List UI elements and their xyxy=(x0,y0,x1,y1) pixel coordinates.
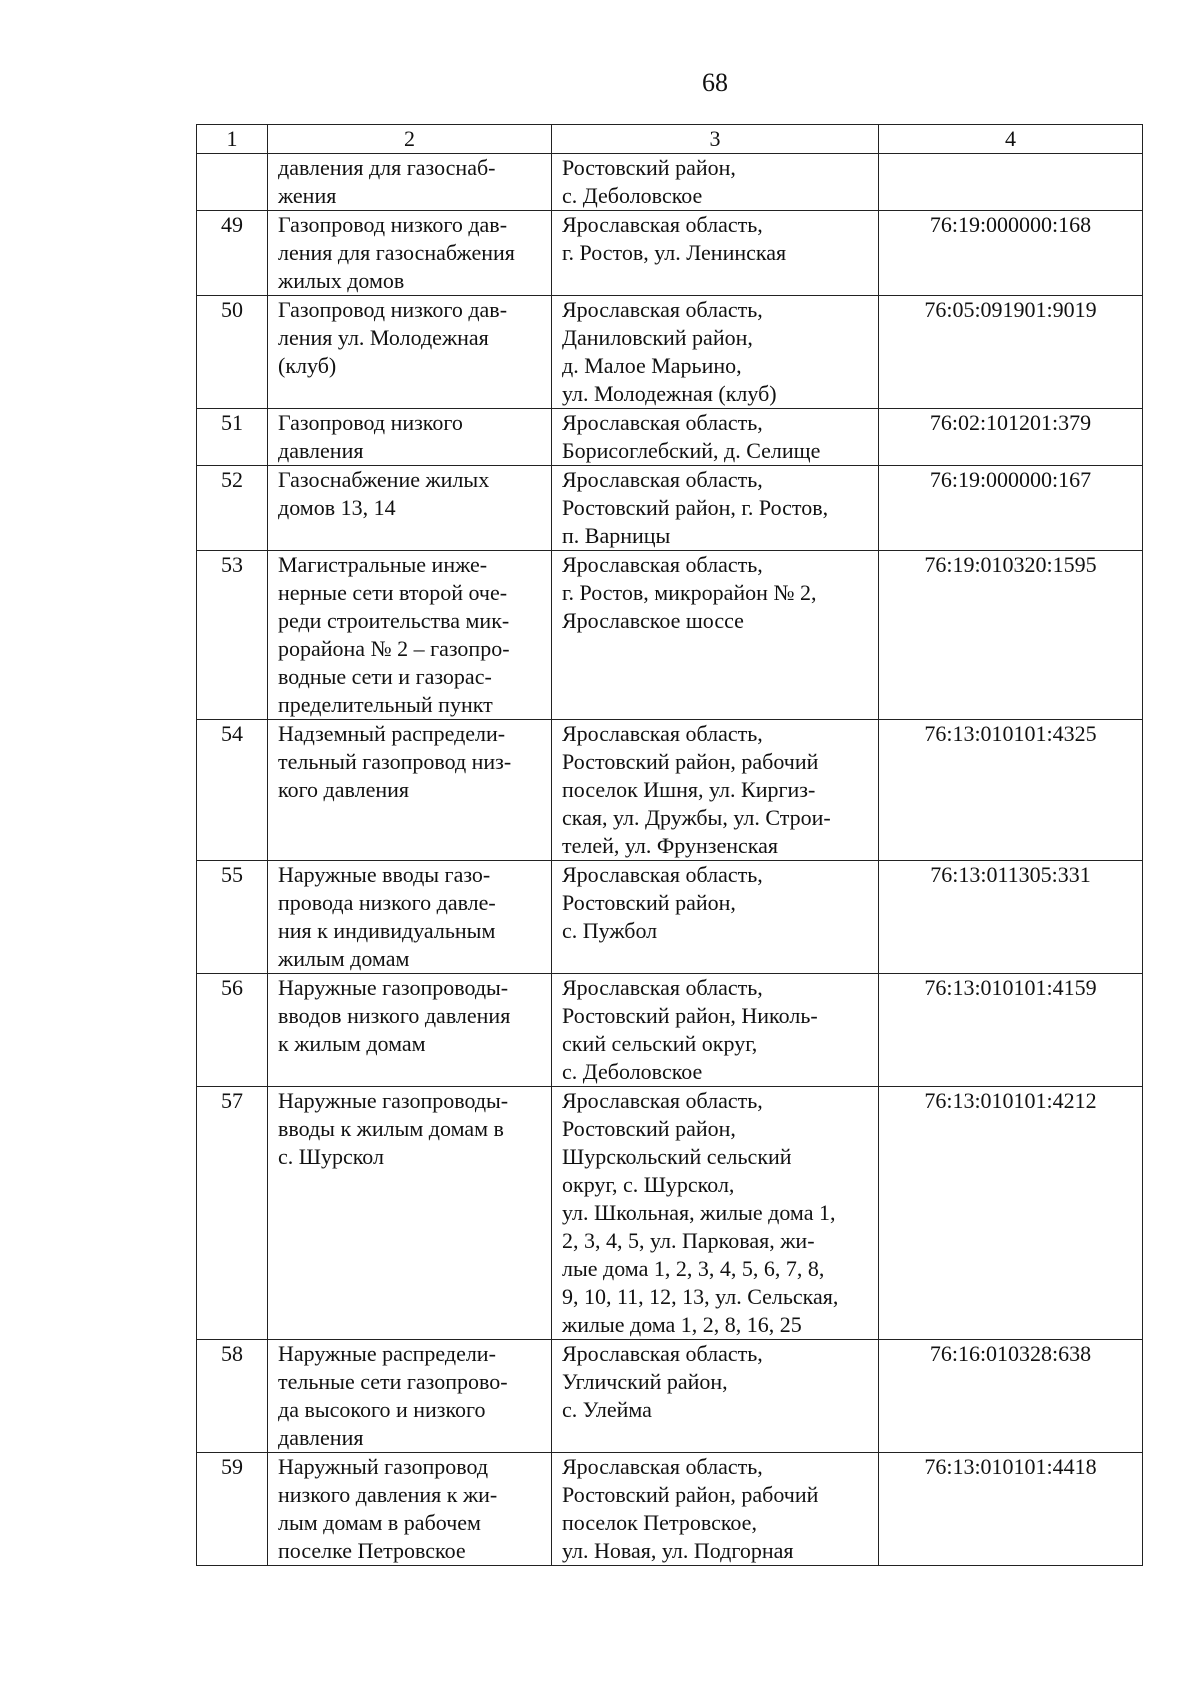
address-cell xyxy=(552,409,879,466)
address-cell xyxy=(552,1087,879,1340)
object-name-line: жилым домам xyxy=(278,946,410,971)
address-line: Даниловский район, xyxy=(562,325,753,350)
row-number-cell: 57 xyxy=(197,1087,268,1340)
object-name-cell xyxy=(268,1087,552,1340)
address-cell xyxy=(552,720,879,861)
object-name-line: рорайона № 2 – газопро- xyxy=(278,636,510,661)
column-header-4: 4 xyxy=(879,125,1143,154)
object-name-line: ления ул. Молодежная xyxy=(278,325,489,350)
address-line: ул. Молодежная (клуб) xyxy=(562,381,777,406)
row-number-cell: 51 xyxy=(197,409,268,466)
address-cell xyxy=(552,551,879,720)
object-name-line: Наружный газопровод xyxy=(278,1454,489,1479)
row-number-cell: 55 xyxy=(197,861,268,974)
address-line: Ярославская область, xyxy=(562,552,763,577)
cadastral-number-cell: 76:19:000000:168 xyxy=(879,211,1143,296)
address-cell xyxy=(552,861,879,974)
object-name-line: (клуб) xyxy=(278,353,337,378)
object-name-line: Газоснабжение жилых xyxy=(278,467,490,492)
table-row xyxy=(197,1453,1143,1566)
object-name-cell xyxy=(268,861,552,974)
address-line: г. Ростов, микрорайон № 2, xyxy=(562,580,817,605)
table-row xyxy=(197,409,1143,466)
address-line: Ростовский район, рабочий xyxy=(562,1482,819,1507)
address-cell xyxy=(552,296,879,409)
address-line: ская, ул. Дружбы, ул. Строи- xyxy=(562,805,831,830)
address-line: Ярославская область, xyxy=(562,862,763,887)
object-name-line: провода низкого давле- xyxy=(278,890,496,915)
object-name-line: лым домам в рабочем xyxy=(278,1510,481,1535)
object-name-line: кого давления xyxy=(278,777,410,802)
object-name-cell xyxy=(268,720,552,861)
column-header-1: 1 xyxy=(197,125,268,154)
object-name-line: Газопровод низкого дав- xyxy=(278,297,508,322)
object-name-line: поселке Петровское xyxy=(278,1538,466,1563)
object-name-line: Наружные газопроводы- xyxy=(278,975,509,1000)
address-line: Ростовский район, г. Ростов, xyxy=(562,495,829,520)
cadastral-number-cell: 76:13:010101:4418 xyxy=(879,1453,1143,1566)
table-row xyxy=(197,211,1143,296)
object-name-line: Наружные газопроводы- xyxy=(278,1088,509,1113)
address-line: Ярославское шоссе xyxy=(562,608,744,633)
object-name-cell xyxy=(268,1453,552,1566)
column-header-2: 2 xyxy=(268,125,552,154)
object-name-cell xyxy=(268,1340,552,1453)
object-name-line: да высокого и низкого xyxy=(278,1397,486,1422)
cadastral-number-cell xyxy=(879,154,1143,211)
address-line: Ярославская область, xyxy=(562,721,763,746)
address-cell xyxy=(552,466,879,551)
address-line: Ярославская область, xyxy=(562,1454,763,1479)
address-line: Ярославская область, xyxy=(562,1088,763,1113)
address-line: Ростовский район, xyxy=(562,155,736,180)
table-row xyxy=(197,296,1143,409)
address-cell xyxy=(552,974,879,1087)
address-line: Ростовский район, xyxy=(562,890,736,915)
address-line: с. Улейма xyxy=(562,1397,652,1422)
cadastral-number-cell: 76:13:011305:331 xyxy=(879,861,1143,974)
address-line: Ростовский район, рабочий xyxy=(562,749,819,774)
address-line: ул. Школьная, жилые дома 1, xyxy=(562,1200,836,1225)
address-line: Ярославская область, xyxy=(562,410,763,435)
address-line: Ярославская область, xyxy=(562,467,763,492)
object-name-cell xyxy=(268,211,552,296)
cadastral-number-cell: 76:13:010101:4212 xyxy=(879,1087,1143,1340)
object-name-cell xyxy=(268,296,552,409)
address-line: округ, с. Шурскол, xyxy=(562,1172,735,1197)
object-name-line: Магистральные инже- xyxy=(278,552,488,577)
cadastral-number-cell: 76:02:101201:379 xyxy=(879,409,1143,466)
object-name-line: домов 13, 14 xyxy=(278,495,396,520)
row-number-cell: 53 xyxy=(197,551,268,720)
cadastral-number-cell: 76:05:091901:9019 xyxy=(879,296,1143,409)
table-row xyxy=(197,720,1143,861)
address-line: ул. Новая, ул. Подгорная xyxy=(562,1538,794,1563)
object-name-line: вводов низкого давления xyxy=(278,1003,511,1028)
object-name-line: тельный газопровод низ- xyxy=(278,749,512,774)
address-line: с. Деболовское xyxy=(562,183,703,208)
address-cell xyxy=(552,1453,879,1566)
row-number-cell: 59 xyxy=(197,1453,268,1566)
address-line: поселок Петровское, xyxy=(562,1510,757,1535)
object-name-line: Наружные вводы газо- xyxy=(278,862,491,887)
address-line: поселок Ишня, ул. Киргиз- xyxy=(562,777,816,802)
address-line: Ярославская область, xyxy=(562,1341,763,1366)
object-name-line: Наружные распредели- xyxy=(278,1341,496,1366)
address-cell xyxy=(552,211,879,296)
table-row xyxy=(197,154,1143,211)
row-number-cell: 52 xyxy=(197,466,268,551)
object-name-cell xyxy=(268,409,552,466)
object-name-line: нерные сети второй оче- xyxy=(278,580,508,605)
address-line: г. Ростов, ул. Ленинская xyxy=(562,240,787,265)
cadastral-number-cell: 76:19:010320:1595 xyxy=(879,551,1143,720)
address-cell xyxy=(552,1340,879,1453)
table-row xyxy=(197,1087,1143,1340)
object-name-line: Газопровод низкого дав- xyxy=(278,212,508,237)
address-line: Ростовский район, Николь- xyxy=(562,1003,818,1028)
row-number-cell xyxy=(197,154,268,211)
object-name-cell xyxy=(268,466,552,551)
object-name-line: давления xyxy=(278,1425,364,1450)
object-name-line: водные сети и газорас- xyxy=(278,664,492,689)
address-line: ский сельский округ, xyxy=(562,1031,758,1056)
address-line: Ярославская область, xyxy=(562,297,763,322)
object-name-line: тельные сети газопрово- xyxy=(278,1369,508,1394)
table-row xyxy=(197,1340,1143,1453)
object-name-line: Газопровод низкого xyxy=(278,410,463,435)
object-name-line: жения xyxy=(278,183,337,208)
object-name-line: давления для газоснаб- xyxy=(278,155,496,180)
address-cell xyxy=(552,154,879,211)
object-name-line: пределительный пункт xyxy=(278,692,493,717)
address-line: Угличский район, xyxy=(562,1369,728,1394)
object-name-line: с. Шурскол xyxy=(278,1144,384,1169)
address-line: с. Деболовское xyxy=(562,1059,703,1084)
object-name-cell xyxy=(268,974,552,1087)
object-name-line: жилых домов xyxy=(278,268,405,293)
table-row xyxy=(197,861,1143,974)
object-name-line: давления xyxy=(278,438,364,463)
cadastral-number-cell: 76:13:010101:4159 xyxy=(879,974,1143,1087)
column-header-3: 3 xyxy=(552,125,879,154)
address-line: 2, 3, 4, 5, ул. Парковая, жи- xyxy=(562,1228,815,1253)
row-number-cell: 58 xyxy=(197,1340,268,1453)
address-line: жилые дома 1, 2, 8, 16, 25 xyxy=(562,1312,802,1337)
page-number: 68 xyxy=(702,68,728,97)
address-line: Ростовский район, xyxy=(562,1116,736,1141)
row-number-cell: 54 xyxy=(197,720,268,861)
object-name-line: реди строительства мик- xyxy=(278,608,510,633)
registry-table xyxy=(196,124,1143,1566)
row-number-cell: 49 xyxy=(197,211,268,296)
cadastral-number-cell: 76:13:010101:4325 xyxy=(879,720,1143,861)
object-name-line: Надземный распредели- xyxy=(278,721,506,746)
table-row xyxy=(197,466,1143,551)
object-name-line: ния к индивидуальным xyxy=(278,918,496,943)
address-line: телей, ул. Фрунзенская xyxy=(562,833,779,858)
cadastral-number-cell: 76:16:010328:638 xyxy=(879,1340,1143,1453)
object-name-line: ления для газоснабжения xyxy=(278,240,515,265)
address-line: лые дома 1, 2, 3, 4, 5, 6, 7, 8, xyxy=(562,1256,825,1281)
row-number-cell: 56 xyxy=(197,974,268,1087)
table-row xyxy=(197,551,1143,720)
table-body xyxy=(197,154,1143,1566)
address-line: д. Малое Марьино, xyxy=(562,353,742,378)
address-line: Ярославская область, xyxy=(562,212,763,237)
row-number-cell: 50 xyxy=(197,296,268,409)
address-line: п. Варницы xyxy=(562,523,671,548)
object-name-cell xyxy=(268,154,552,211)
address-line: 9, 10, 11, 12, 13, ул. Сельская, xyxy=(562,1284,839,1309)
object-name-line: низкого давления к жи- xyxy=(278,1482,498,1507)
header-row xyxy=(197,125,1143,154)
object-name-line: вводы к жилым домам в xyxy=(278,1116,504,1141)
object-name-line: к жилым домам xyxy=(278,1031,426,1056)
cadastral-number-cell: 76:19:000000:167 xyxy=(879,466,1143,551)
address-line: Борисоглебский, д. Селище xyxy=(562,438,821,463)
address-line: Ярославская область, xyxy=(562,975,763,1000)
table-row xyxy=(197,974,1143,1087)
address-line: Шурскольский сельский xyxy=(562,1144,792,1169)
object-name-cell xyxy=(268,551,552,720)
address-line: с. Пужбол xyxy=(562,918,658,943)
